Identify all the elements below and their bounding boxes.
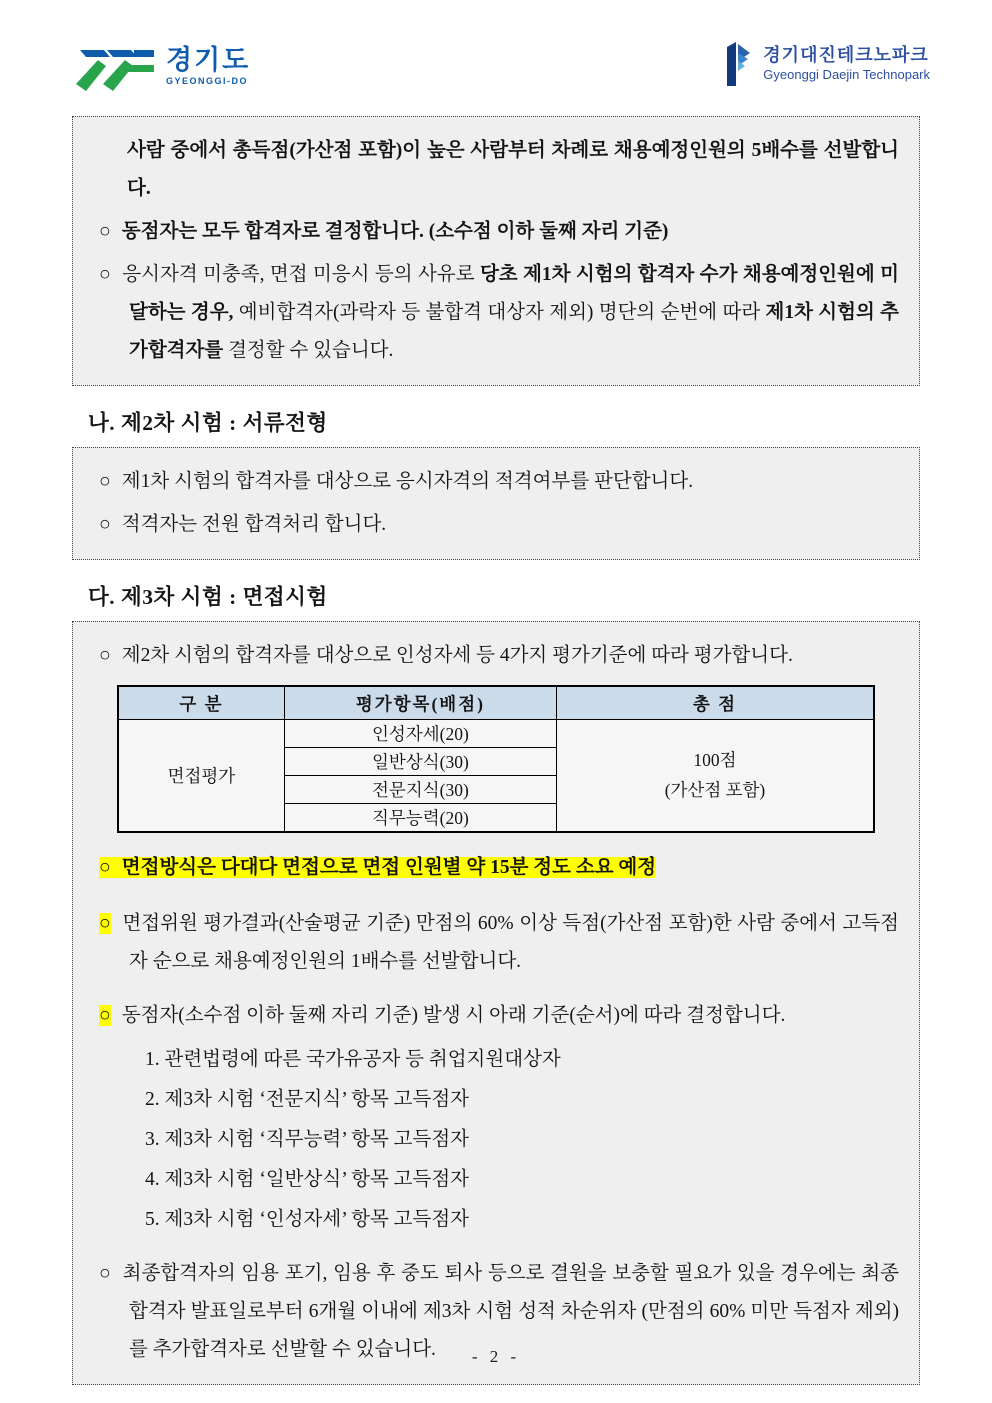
total-score: 100점 [693, 749, 737, 770]
tiebreaker-item-1: 1. 관련법령에 따른 국가유공자 등 취업지원대상자 [145, 1049, 561, 1070]
circle-bullet-icon: ○ [99, 221, 111, 242]
paragraph-continuation: 사람 중에서 총득점(가산점 포함)이 높은 사람부터 차례로 채용예정인원의 5배수를 선발합니다. [127, 140, 899, 199]
circle-bullet-icon: ○ [99, 1263, 112, 1284]
tie-rule-bullet: ○ 동점자는 모두 합격자로 결정합니다. (소수점 이하 둘째 자리 기준) [99, 221, 669, 242]
interview-criteria-bullet: ○ 제2차 시험의 합격자를 대상으로 인성자세 등 4가지 평가기준에 따라 평가합니다. [99, 645, 793, 666]
all-pass-bullet: ○ 적격자는 전원 합격처리 합니다. [99, 514, 387, 535]
total-cell [556, 720, 874, 833]
column-header-total: 총 점 [556, 686, 874, 720]
interview-format-bullet-highlighted: ○ 면접방식은 다대다 면접으로 면접 인원별 약 15분 정도 소요 예정 [99, 857, 657, 878]
additional-pass-bullet: ○ 응시자격 미충족, 면접 미응시 등의 사유로 당초 제1차 시험의 합격자 수가 채용예정인원에 미달하는 경우, 예비합격자(과락자 등 불합격 대상자 제외) 명단의 순번에 따라 제1차 시험의 추가합격자를 결정할 수 있습니다. [99, 264, 899, 361]
gyeonggi-logo-text [166, 46, 250, 86]
tiebreaker-item-4: 4. 제3차 시험 ‘일반상식’ 항목 고득점자 [145, 1169, 470, 1190]
section-title-third-exam: 다. 제3차 시험 : 면접시험 [88, 585, 328, 609]
circle-bullet-icon: ○ [99, 645, 111, 666]
technopark-logo-icon [721, 40, 757, 88]
tiebreaker-item-2: 2. 제3차 시험 ‘전문지식’ 항목 고득점자 [145, 1089, 470, 1110]
gyeonggi-logo [76, 40, 250, 92]
circle-bullet-icon: ○ [99, 1005, 111, 1026]
second-exam-box [72, 447, 920, 560]
circle-bullet-icon: ○ [99, 514, 111, 535]
item-cell: 전문지식(30) [284, 776, 556, 804]
document-screening-bullet: ○ 제1차 시험의 합격자를 대상으로 응시자격의 적격여부를 판단합니다. [99, 471, 694, 492]
interview-exam-box [72, 621, 920, 1385]
page-header [0, 0, 992, 102]
gyeonggi-logo-icon [76, 40, 156, 92]
technopark-name-english: Gyeonggi Daejin Technopark [763, 66, 930, 82]
passing-score-bullet: ○ 면접위원 평가결과(산술평균 기준) 만점의 60% 이상 득점(가산점 포함)한 사람 중에서 고득점자 순으로 채용예정인원의 1배수를 선발합니다. [99, 913, 900, 972]
circle-bullet-icon: ○ [99, 471, 111, 492]
gyeonggi-name-korean: 경기도 [166, 44, 251, 75]
table-header-row [118, 686, 874, 720]
circle-bullet-icon: ○ [99, 857, 111, 878]
item-cell: 일반상식(30) [284, 748, 556, 776]
item-cell: 인성자세(20) [284, 720, 556, 748]
vacancy-replacement-bullet: ○ 최종합격자의 임용 포기, 임용 후 중도 퇴사 등으로 결원을 보충할 필요가 있을 경우에는 최종합격자 발표일로부터 6개월 이내에 제3차 시험 성적 차순위자 (만점의 60% 미만 득점자 제외)를 추가합격자로 선발할 수 있습니다. [99, 1263, 899, 1360]
technopark-logo [721, 40, 930, 88]
item-cell: 직무능력(20) [284, 804, 556, 833]
gyeonggi-name-english: GYEONGGI-DO [166, 76, 249, 87]
column-header-category: 구 분 [118, 686, 284, 720]
total-note: (가산점 포함) [664, 779, 766, 800]
category-cell: 면접평가 [118, 720, 284, 833]
page-number: - 2 - [471, 1347, 521, 1366]
column-header-items: 평가항목(배점) [284, 686, 556, 720]
section-title-second-exam: 나. 제2차 시험 : 서류전형 [88, 411, 328, 435]
tiebreaker-item-5: 5. 제3차 시험 ‘인성자세’ 항목 고득점자 [145, 1209, 470, 1230]
technopark-logo-text [763, 46, 930, 82]
table-row [118, 720, 874, 748]
evaluation-table [117, 685, 875, 833]
circle-bullet-icon: ○ [99, 913, 112, 934]
tiebreaker-item-3: 3. 제3차 시험 ‘직무능력’ 항목 고득점자 [145, 1129, 470, 1150]
tiebreaker-bullet: ○ 동점자(소수점 이하 둘째 자리 기준) 발생 시 아래 기준(순서)에 따라 결정합니다. [99, 1005, 786, 1026]
technopark-name-korean: 경기대진테크노파크 [763, 45, 929, 66]
circle-bullet-icon: ○ [99, 264, 112, 285]
first-exam-rules-box [72, 116, 920, 386]
